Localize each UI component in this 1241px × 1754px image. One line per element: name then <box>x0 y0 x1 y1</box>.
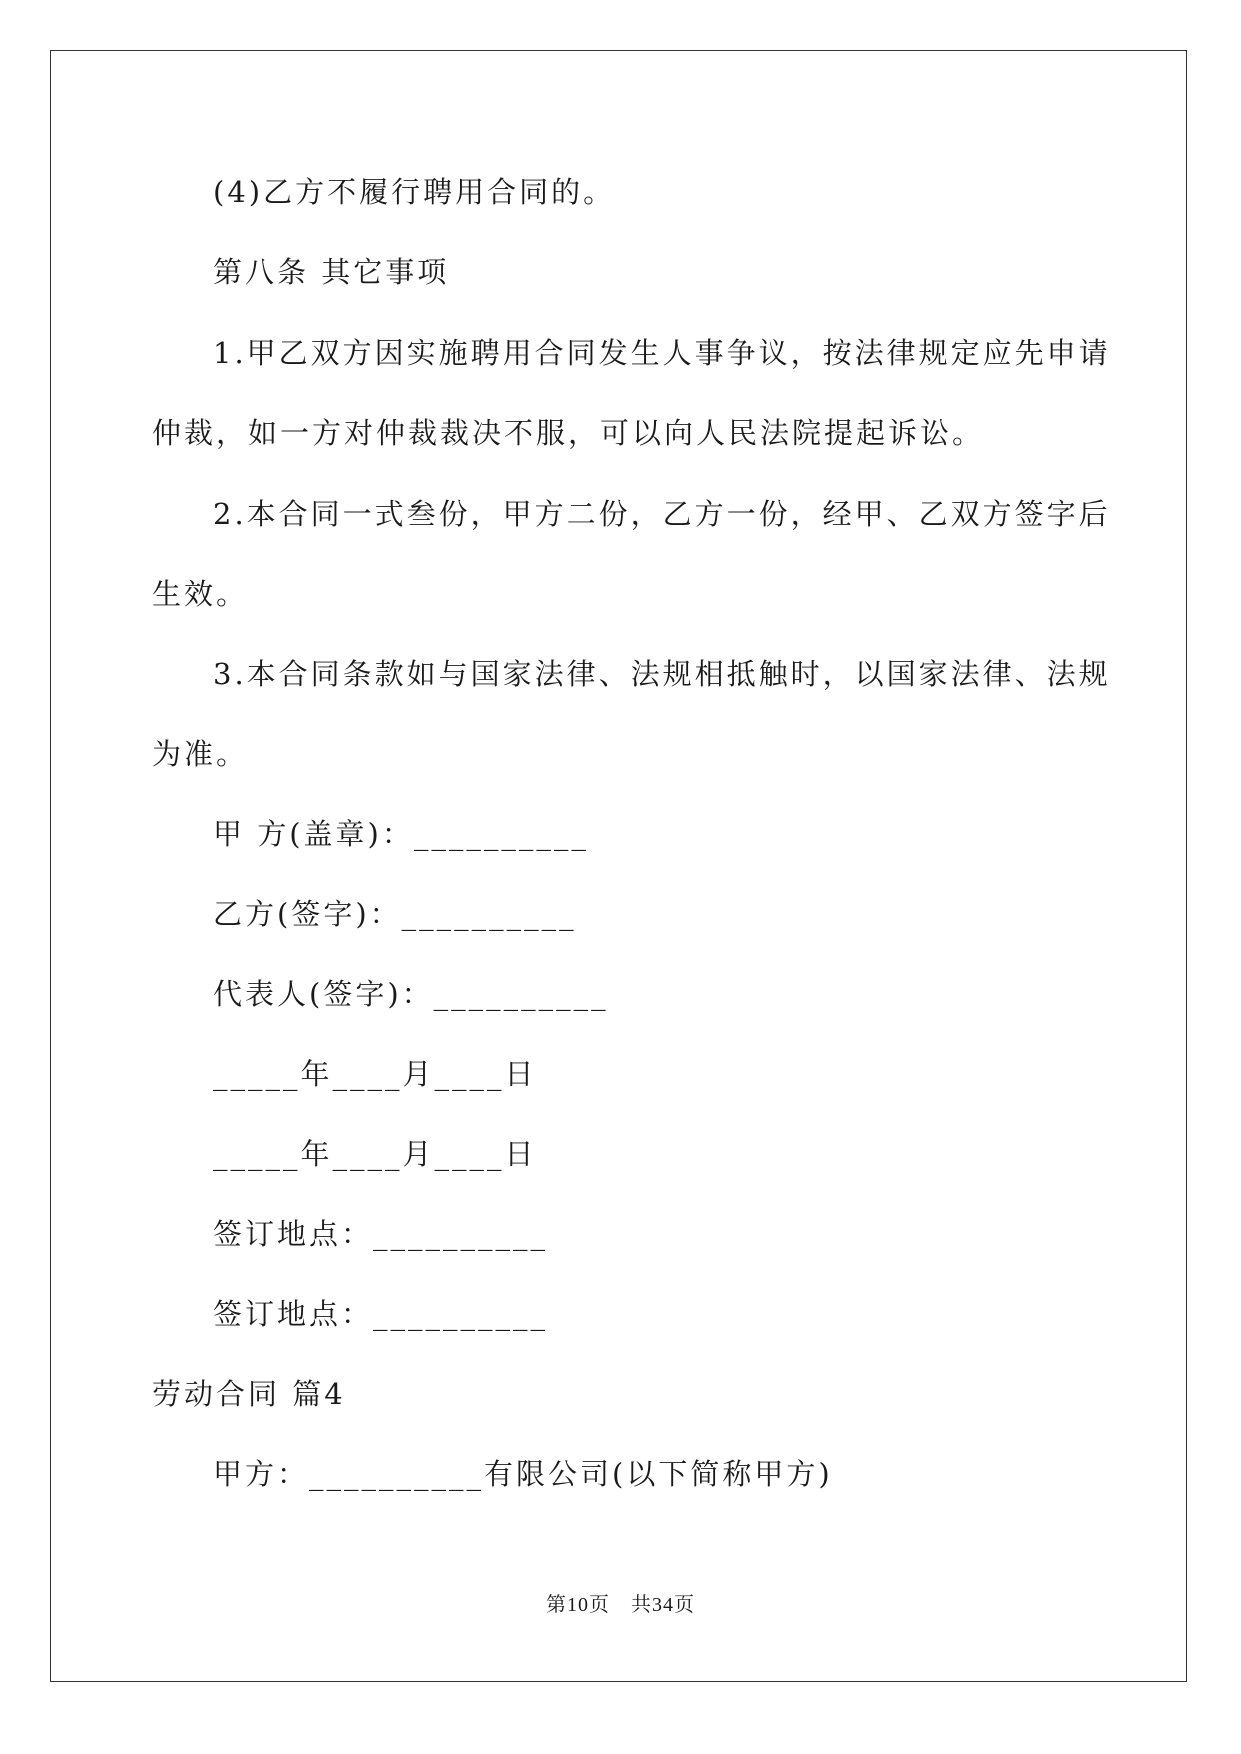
article-8-item-3-line-2: 为准。 <box>152 737 249 771</box>
party-a-company-field: 甲方：__________有限公司(以下简称甲方) <box>213 1457 833 1491</box>
signing-location-field-2: 签订地点：__________ <box>213 1297 549 1331</box>
party-b-signature-field: 乙方(签字)：__________ <box>213 897 577 931</box>
article-8-item-1-line-1: 1.甲乙双方因实施聘用合同发生人事争议，按法律规定应先申请 <box>213 336 1111 370</box>
signing-location-field-1: 签订地点：__________ <box>213 1217 549 1251</box>
article-8-item-2-line-2: 生效。 <box>152 577 249 611</box>
representative-signature-field: 代表人(签字)：__________ <box>213 977 609 1011</box>
date-field-2: _____年____月____日 <box>213 1137 537 1171</box>
article-8-item-1-line-2: 仲裁，如一方对仲裁裁决不服，可以向人民法院提起诉讼。 <box>152 416 985 450</box>
page-border <box>50 50 1187 1682</box>
party-a-seal-field: 甲 方(盖章)：__________ <box>213 817 589 851</box>
article-8-heading: 第八条 其它事项 <box>213 255 450 289</box>
article-8-item-2-line-1: 2.本合同一式叁份，甲方二份，乙方一份，经甲、乙双方签字后 <box>213 497 1111 531</box>
clause-7-item-4: (4)乙方不履行聘用合同的。 <box>213 175 616 209</box>
section-heading: 劳动合同 篇4 <box>152 1377 346 1411</box>
article-8-item-3-line-1: 3.本合同条款如与国家法律、法规相抵触时，以国家法律、法规 <box>213 657 1111 691</box>
page-number-footer: 第10页 共34页 <box>546 1594 695 1616</box>
date-field-1: _____年____月____日 <box>213 1057 537 1091</box>
